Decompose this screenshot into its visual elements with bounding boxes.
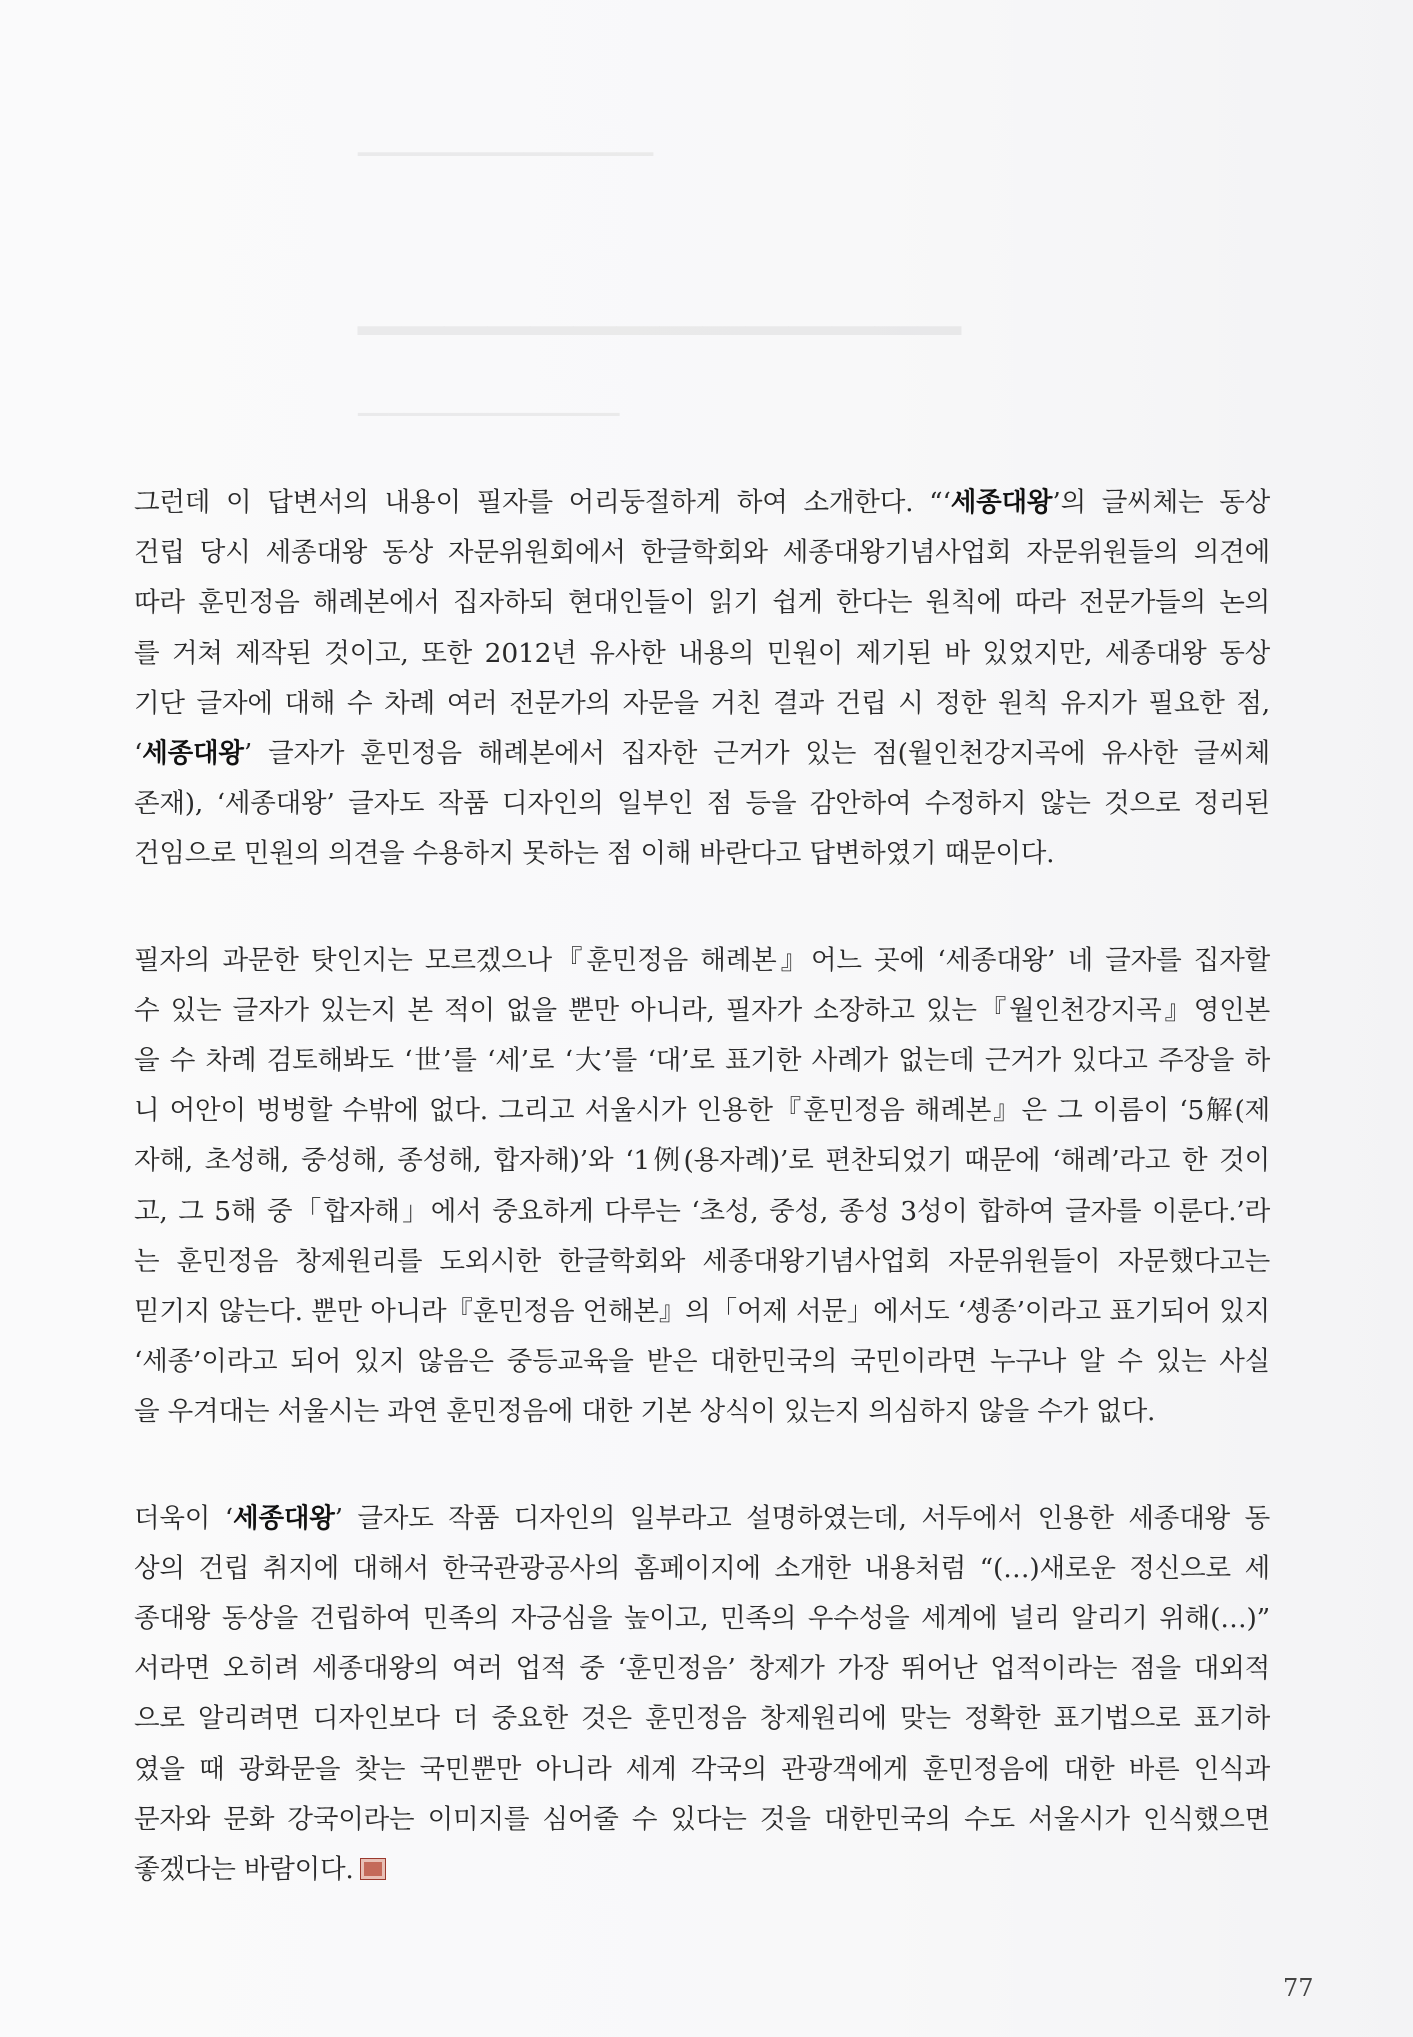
- text-line: [134, 1086, 1270, 1136]
- text-run: 좋겠다는 바람이다.: [134, 1854, 354, 1886]
- text-line: [134, 936, 1270, 986]
- bleed-through-header: ▁▁▁▁▁▁▁▁▁▁▁▁▁▁▁▁: [358, 128, 654, 156]
- text-run: 자해, 초성해, 중성해, 종성해, 합자해)’와 ‘1例(용자례)’로 편찬되었기 때문에 ‘해례’라고 한 것이: [134, 1145, 1270, 1177]
- text-run: 그런데 이 답변서의 내용이 필자를 어리둥절하게 하여 소개한다. “‘: [134, 487, 951, 518]
- bold-text-run: 세종대왕: [950, 487, 1053, 518]
- text-run: 을 우겨대는 서울시는 과연 훈민정음에 대한 기본 상식이 있는지 의심하지 않을 수가 없다.: [134, 1396, 1156, 1428]
- text-line: [134, 478, 1270, 528]
- text-run: 고, 그 5해 중「합자해」에서 중요하게 다루는 ‘초성, 중성, 종성 3성이 합하여 글자를 이룬다.’라: [134, 1195, 1270, 1227]
- text-run: ’ 글자가 훈민정음 해례본에서 집자한 근거가 있는 점(월인천강지곡에 유사한 글씨체: [243, 738, 1270, 770]
- text-run: 건립 당시 세종대왕 동상 자문위원회에서 한글학회와 세종대왕기념사업회 자문위원들의 의견에: [134, 537, 1270, 569]
- seal-stamp-icon: [360, 1858, 386, 1880]
- text-line: [134, 578, 1270, 628]
- text-run: 기단 글자에 대해 수 차례 여러 전문가의 자문을 거친 결과 건립 시 정한 원칙 유지가 필요한 점,: [134, 687, 1270, 719]
- text-run: 문자와 문화 강국이라는 이미지를 심어줄 수 있다는 것을 대한민국의 수도 서울시가 인식했으면: [134, 1803, 1270, 1835]
- text-line: [134, 779, 1270, 829]
- paragraph: [134, 936, 1270, 1438]
- text-run: 종대왕 동상을 건립하여 민족의 자긍심을 높이고, 민족의 우수성을 세계에 널리 알리기 위해(…)”: [134, 1603, 1270, 1635]
- text-line: [134, 1845, 1270, 1895]
- text-line: [134, 1036, 1270, 1086]
- text-run: 를 거쳐 제작된 것이고, 또한 2012년 유사한 내용의 민원이 제기된 바 있었지만, 세종대왕 동상: [134, 637, 1270, 669]
- text-run: 을 수 차례 검토해봐도 ‘世’를 ‘세’로 ‘大’를 ‘대’로 표기한 사례가 없는데 근거가 있다고 주장을 하: [134, 1045, 1270, 1077]
- text-line: [134, 729, 1270, 779]
- text-line: [134, 1694, 1270, 1744]
- page-number: 77: [1283, 1974, 1314, 2002]
- article-body: [134, 478, 1270, 1895]
- text-run: 따라 훈민정음 해례본에서 집자하되 현대인들이 읽기 쉽게 한다는 원칙에 따라 전문가들의 논의: [134, 587, 1270, 619]
- text-line: [134, 679, 1270, 729]
- text-run: 니 어안이 벙벙할 수밖에 없다. 그리고 서울시가 인용한『훈민정음 해례본』은 그 이름이 ‘5解(제: [134, 1095, 1270, 1127]
- text-run: ’ 글자도 작품 디자인의 일부라고 설명하였는데, 서두에서 인용한 세종대왕 동: [334, 1502, 1270, 1534]
- text-line: [134, 986, 1270, 1036]
- text-line: [134, 829, 1270, 879]
- text-run: 으로 알리려면 디자인보다 더 중요한 것은 훈민정음 창제원리에 맞는 정확한 표기법으로 표기하: [134, 1703, 1270, 1735]
- text-line: [134, 1745, 1270, 1795]
- text-run: 필자의 과문한 탓인지는 모르겠으나『훈민정음 해례본』어느 곳에 ‘세종대왕’ 네 글자를 집자할: [134, 944, 1270, 976]
- text-run: 존재), ‘세종대왕’ 글자도 작품 디자인의 일부인 점 등을 감안하여 수정하지 않는 것으로 정리된: [134, 788, 1270, 820]
- text-run: 였을 때 광화문을 찾는 국민뿐만 아니라 세계 각국의 관광객에게 훈민정음에 대한 바른 인식과: [134, 1753, 1270, 1785]
- paragraph: [134, 1494, 1270, 1896]
- text-line: [134, 1136, 1270, 1186]
- text-line: [134, 1795, 1270, 1845]
- bold-text-run: 세종대왕: [142, 738, 244, 770]
- text-run: 는 훈민정음 창제원리를 도외시한 한글학회와 세종대왕기념사업회 자문위원들이 자문했다고는: [134, 1245, 1270, 1277]
- text-line: [134, 1494, 1270, 1544]
- text-line: [134, 1187, 1270, 1237]
- text-line: [134, 528, 1270, 578]
- text-line: [134, 629, 1270, 679]
- text-run: ‘: [134, 738, 143, 770]
- text-run: 믿기지 않는다. 뿐만 아니라『훈민정음 언해본』의「어제 서문」에서도 ‘솅종’이라고 표기되어 있지: [134, 1296, 1270, 1328]
- text-run: 더욱이 ‘: [134, 1502, 234, 1534]
- text-line: [134, 1544, 1270, 1594]
- text-run: ’의 글씨체는 동상: [1052, 487, 1270, 518]
- text-line: [134, 1237, 1270, 1287]
- text-run: 수 있는 글자가 있는지 본 적이 없을 뿐만 아니라, 필자가 소장하고 있는『월인천강지곡』영인본: [134, 994, 1270, 1026]
- text-line: [134, 1594, 1270, 1644]
- text-line: [134, 1387, 1270, 1437]
- text-line: [134, 1337, 1270, 1387]
- text-run: 상의 건립 취지에 대해서 한국관광공사의 홈페이지에 소개한 내용처럼 “(…)새로운 정신으로 세: [134, 1552, 1270, 1584]
- text-line: [134, 1287, 1270, 1337]
- paragraph: [134, 478, 1270, 880]
- bleed-through-subtitle: ▁▁▁▁▁▁▁▁▁▁▁▁▁▁▁▁▁: [358, 392, 620, 416]
- bold-text-run: 세종대왕: [233, 1502, 335, 1534]
- bleed-through-title: ▁▁▁▁▁▁▁▁▁▁▁▁▁▁: [358, 270, 961, 335]
- text-line: [134, 1644, 1270, 1694]
- text-run: ‘세종’이라고 되어 있지 않음은 중등교육을 받은 대한민국의 국민이라면 누구나 알 수 있는 사실: [134, 1346, 1270, 1378]
- text-run: 서라면 오히려 세종대왕의 여러 업적 중 ‘훈민정음’ 창제가 가장 뛰어난 업적이라는 점을 대외적: [134, 1653, 1270, 1685]
- text-run: 건임으로 민원의 의견을 수용하지 못하는 점 이해 바란다고 답변하였기 때문이다.: [134, 838, 1055, 870]
